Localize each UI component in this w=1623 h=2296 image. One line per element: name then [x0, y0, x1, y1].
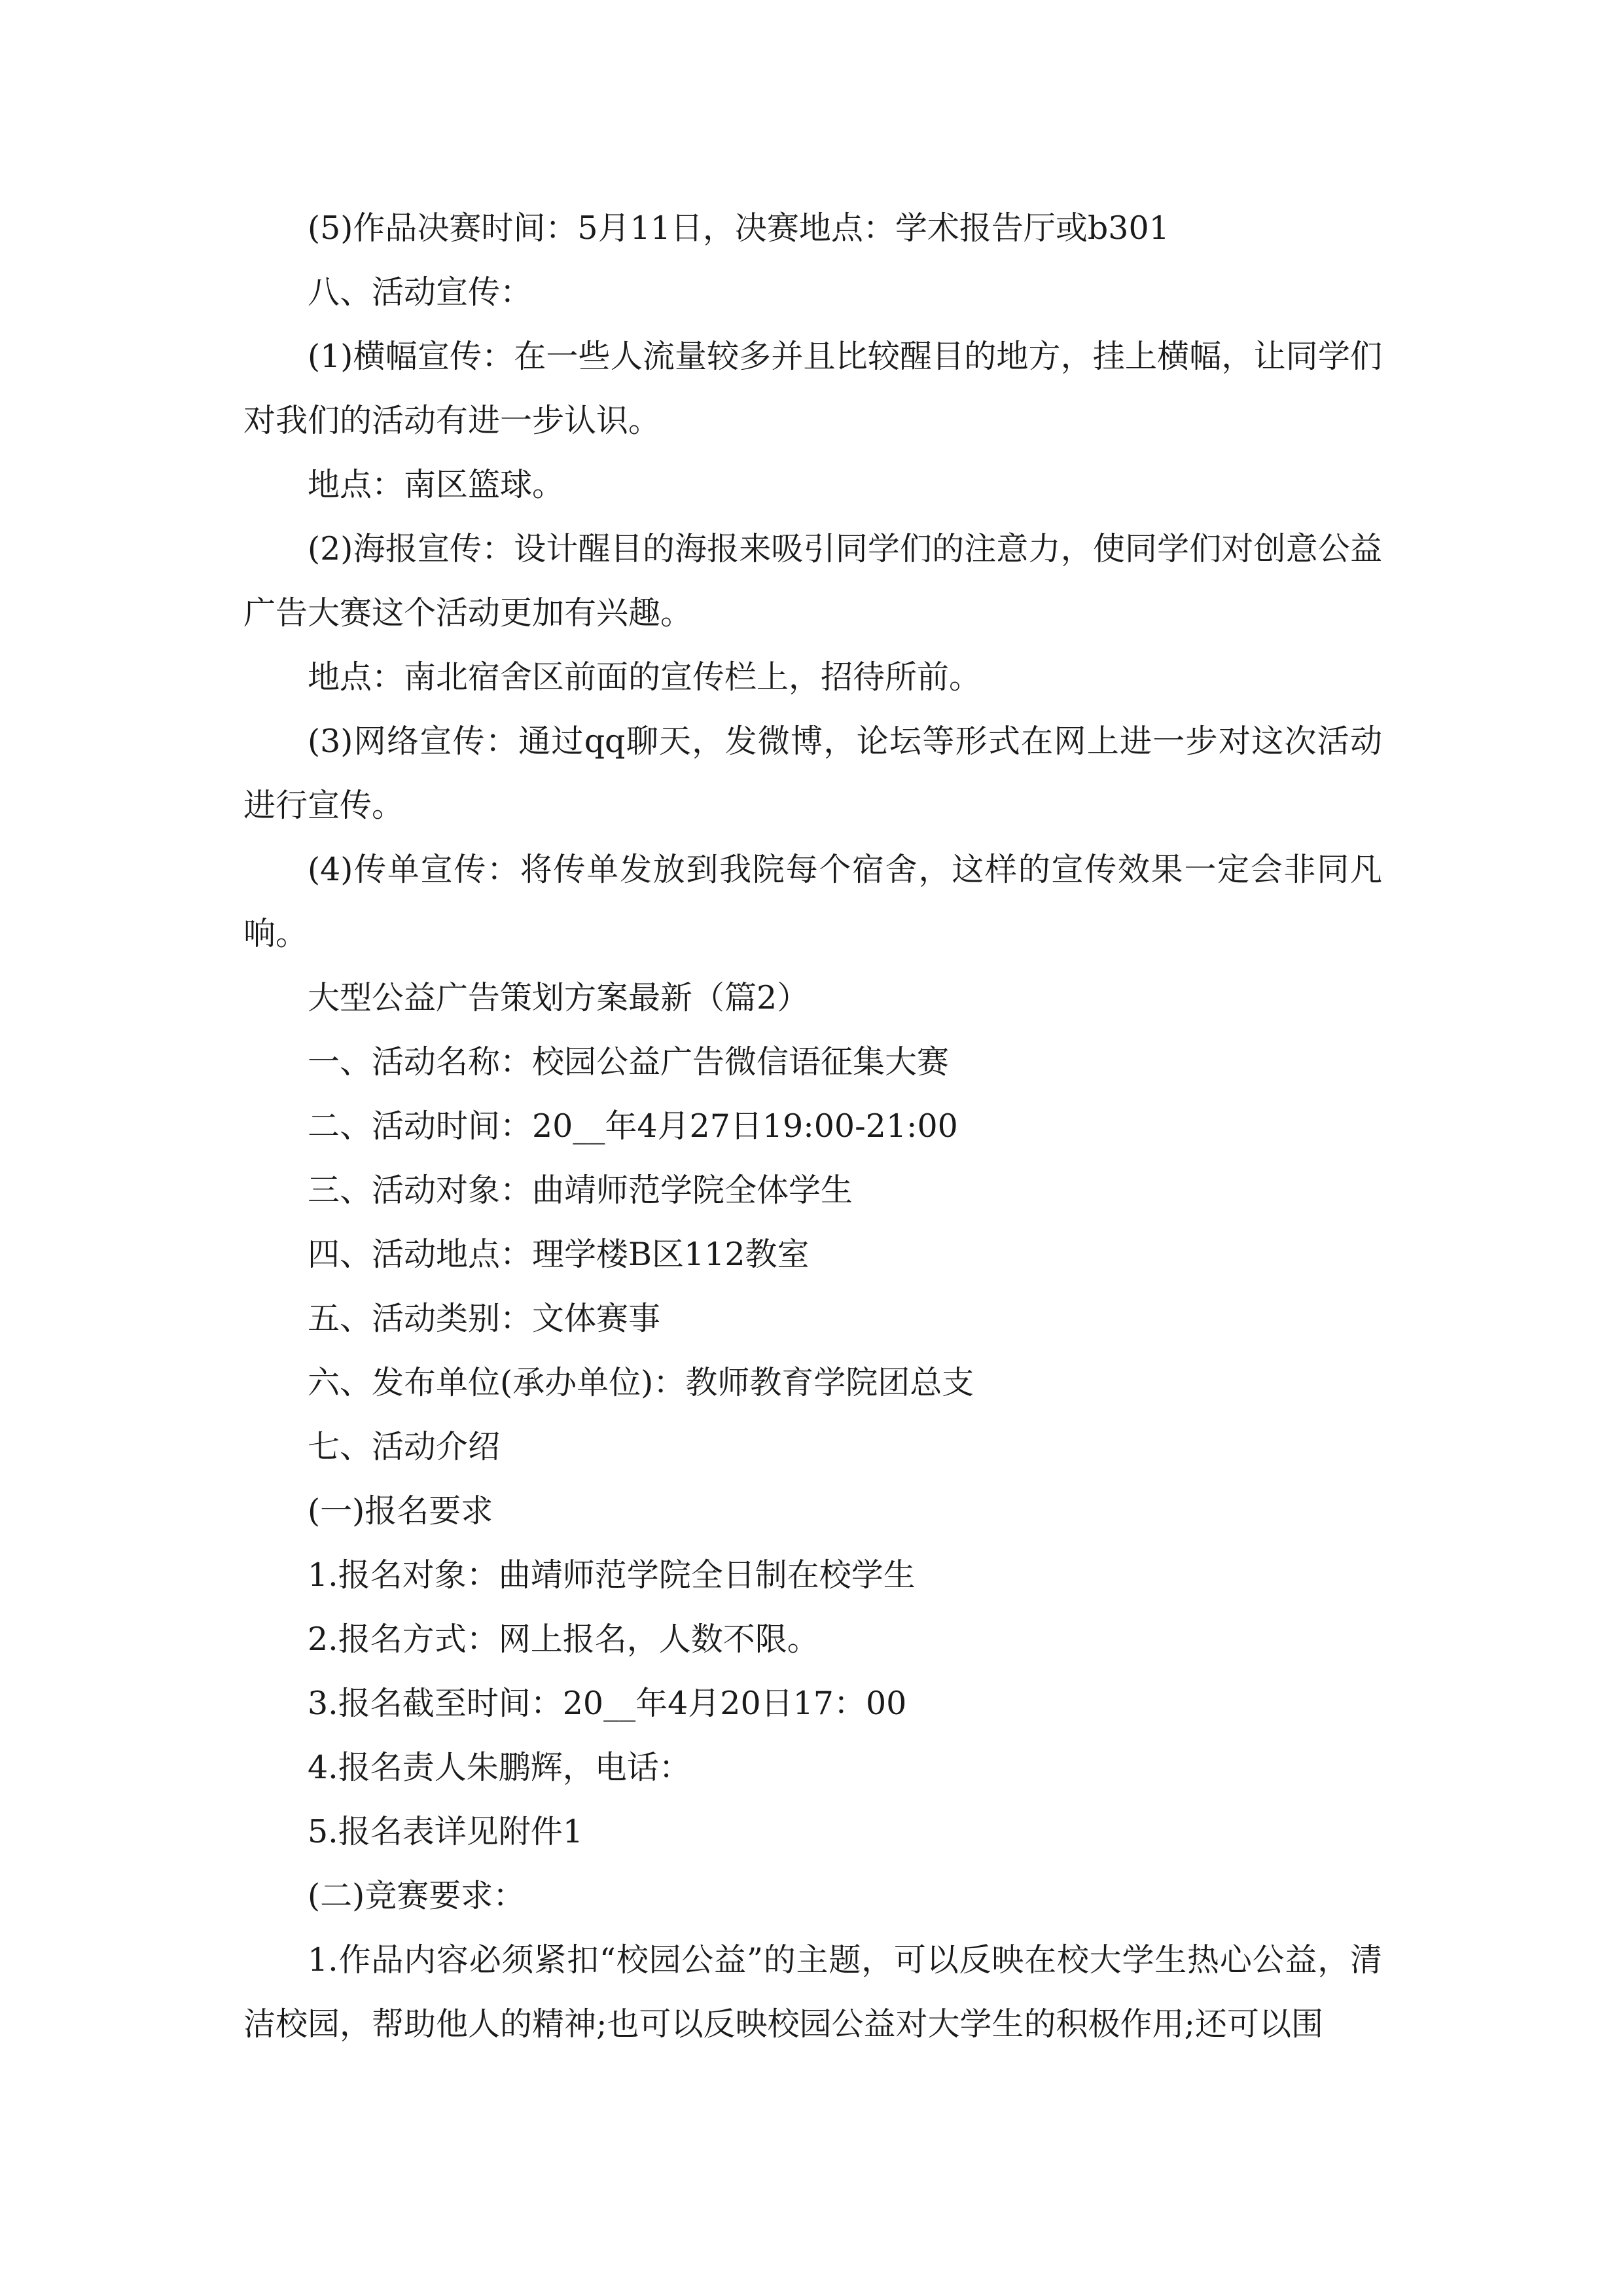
heading-publicity: 八、活动宣传： [308, 274, 533, 311]
heading-activity-intro: 七、活动介绍 [308, 1428, 501, 1465]
section-title-part-2: 大型公益广告策划方案最新（篇2） [308, 979, 810, 1016]
document-body [243, 196, 1382, 2056]
list-item-registration-target: 1.报名对象：曲靖师范学院全日制在校学生 [308, 1556, 916, 1594]
paragraph-flyer-publicity: (4)传单宣传：将传单发放到我院每个宿舍，这样的宣传效果一定会非同凡响。 [243, 851, 1382, 952]
paragraph-banner-location: 地点：南区篮球。 [308, 466, 565, 503]
list-item-registration-deadline: 3.报名截至时间：20__年4月20日17：00 [308, 1685, 907, 1722]
paragraph-organizer: 六、发布单位(承办单位)：教师教育学院团总支 [308, 1364, 974, 1401]
list-item-content-requirement: 1.作品内容必须紧扣“校园公益”的主题，可以反映在校大学生热心公益，清洁校园，帮助他人的精神;也可以反映校园公益对大学生的积极作用;还可以围 [243, 1941, 1382, 2043]
heading-competition-requirements: (二)竞赛要求： [308, 1877, 526, 1914]
paragraph-activity-location: 四、活动地点：理学楼B区112教室 [308, 1236, 810, 1273]
paragraph-online-publicity: (3)网络宣传：通过qq聊天，发微博，论坛等形式在网上进一步对这次活动进行宣传。 [243, 723, 1382, 824]
paragraph-poster-publicity: (2)海报宣传：设计醒目的海报来吸引同学们的注意力，使同学们对创意公益广告大赛这个活动更加有兴趣。 [243, 530, 1382, 632]
paragraph-activity-time: 二、活动时间：20__年4月27日19:00-21:00 [308, 1107, 958, 1145]
list-item-registration-form: 5.报名表详见附件1 [308, 1813, 583, 1850]
paragraph-activity-category: 五、活动类别：文体赛事 [308, 1300, 661, 1337]
list-item-registration-method: 2.报名方式：网上报名，人数不限。 [308, 1621, 819, 1658]
paragraph-activity-name: 一、活动名称：校园公益广告微信语征集大赛 [308, 1043, 950, 1081]
paragraph-banner-publicity: (1)横幅宣传：在一些人流量较多并且比较醒目的地方，挂上横幅，让同学们对我们的活动有进一步认识。 [243, 338, 1382, 439]
list-item-registration-contact: 4.报名责人朱鹏辉，电话： [308, 1749, 691, 1786]
paragraph-poster-location: 地点：南北宿舍区前面的宣传栏上，招待所前。 [308, 658, 982, 696]
paragraph-final-time: (5)作品决赛时间：5月11日，决赛地点：学术报告厅或b301 [308, 209, 1169, 247]
heading-registration-requirements: (一)报名要求 [308, 1492, 493, 1530]
paragraph-activity-audience: 三、活动对象：曲靖师范学院全体学生 [308, 1172, 853, 1209]
